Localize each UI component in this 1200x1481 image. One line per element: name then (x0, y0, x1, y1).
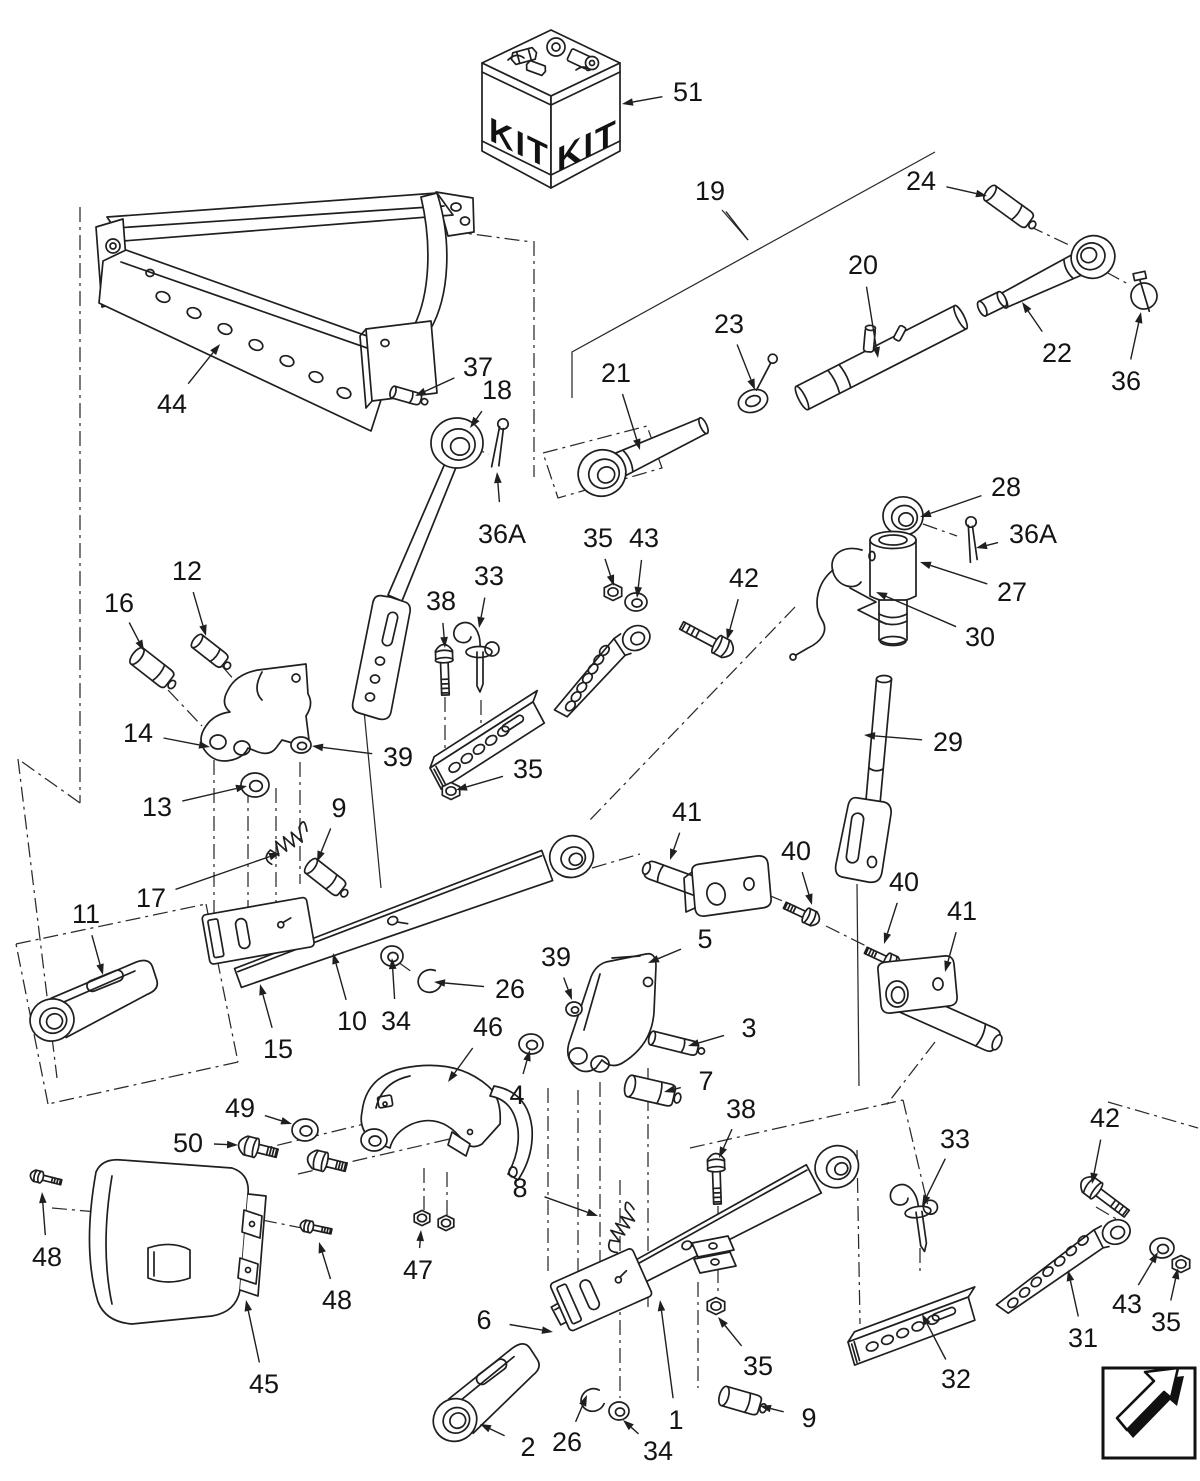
callout-label: 45 (248, 1369, 280, 1399)
callout-9 (317, 793, 347, 862)
callout-label: 37 (462, 352, 494, 382)
callout-label: 3 (741, 1013, 757, 1043)
callout-45 (245, 1300, 279, 1399)
callout-label: 39 (382, 742, 414, 772)
callout-label: 9 (801, 1403, 817, 1433)
callout-label: 9 (331, 793, 347, 823)
callout-label: 49 (224, 1093, 256, 1123)
callout-12 (172, 556, 207, 636)
callout-40 (781, 836, 813, 905)
callout-label: 27 (996, 577, 1028, 607)
callout-16 (104, 588, 144, 651)
cotter-pin-36a-left (492, 418, 509, 468)
callout-label: 18 (481, 375, 513, 405)
construction-line (592, 854, 640, 868)
nut-47-b (438, 1215, 454, 1230)
construction-line (168, 690, 202, 726)
callout-label: 16 (103, 588, 135, 618)
nut-47-a (414, 1210, 430, 1225)
callout-label: 28 (990, 472, 1022, 502)
callout-label: 34 (380, 1006, 412, 1036)
callout-label: 43 (1111, 1289, 1143, 1319)
guard-cover-46 (361, 1065, 532, 1180)
callout-label: 40 (780, 836, 812, 866)
construction-line (923, 524, 957, 536)
callout-label: 29 (932, 727, 964, 757)
construction-line (884, 1042, 935, 1108)
callout-label: 35 (1150, 1307, 1182, 1337)
callout-label: 30 (964, 622, 996, 652)
construction-line (1029, 226, 1071, 246)
callout-label: 42 (728, 563, 760, 593)
callout-label: 43 (628, 523, 660, 553)
callout-39 (312, 742, 413, 772)
construction-line (1108, 1102, 1198, 1128)
callout-39 (541, 942, 572, 1000)
callout-label: 1 (668, 1405, 684, 1435)
screw-48-mid (299, 1219, 332, 1237)
shield-cover-45 (89, 1160, 266, 1324)
construction-line (363, 700, 381, 888)
washer-49-b (361, 1129, 387, 1151)
callout-label: 10 (336, 1006, 368, 1036)
bolt-38-upper (435, 644, 454, 695)
callout-label: 41 (671, 797, 703, 827)
bolt-42-lower (1077, 1172, 1133, 1221)
callout-23 (714, 309, 755, 390)
callout-22 (1022, 302, 1072, 368)
callout-label: 22 (1041, 338, 1073, 368)
construction-line (826, 926, 866, 946)
callout-label: 36 (1110, 366, 1142, 396)
washer-49-a (292, 1119, 318, 1141)
bolt-38-lower (707, 1153, 726, 1204)
callout-28 (920, 472, 1021, 517)
pin-16 (127, 645, 181, 693)
callout-2 (480, 1424, 536, 1462)
callout-35 (718, 1317, 773, 1381)
callout-36 (1111, 312, 1142, 396)
cotter-pin-36a-right (965, 516, 980, 562)
pin-9-upper (302, 856, 353, 901)
callout-label: 11 (71, 899, 101, 929)
callout-35 (583, 523, 614, 586)
callout-label: 47 (402, 1255, 434, 1285)
callout-label: 34 (642, 1436, 674, 1466)
lift-rod-18-ball (431, 418, 483, 468)
top-link-tube-end-22 (976, 290, 1009, 317)
callout-38 (719, 1094, 756, 1158)
bolt-50-b (305, 1148, 348, 1177)
callout-24 (906, 166, 987, 197)
callout-26 (434, 974, 525, 1004)
callout-label: 46 (472, 1012, 504, 1042)
callout-51 (622, 77, 703, 107)
callout-13 (142, 785, 247, 822)
lynch-pin-36 (1126, 270, 1160, 315)
kit-box-label-right: KIT (557, 111, 618, 180)
callout-label: 31 (1067, 1323, 1099, 1353)
callout-44 (157, 344, 220, 419)
callout-label: 42 (1089, 1103, 1121, 1133)
callout-34 (623, 1420, 673, 1466)
bolt-50-a (236, 1134, 279, 1163)
callout-label: 38 (725, 1094, 757, 1124)
construction-line (16, 904, 206, 944)
callout-label: 6 (476, 1305, 492, 1335)
callout-label: 8 (512, 1173, 528, 1203)
callout-label: 21 (600, 358, 632, 388)
callout-5 (648, 924, 713, 963)
callout-label: 44 (156, 389, 188, 419)
callout-label: 35 (742, 1351, 774, 1381)
callout-label: 2 (520, 1432, 536, 1462)
page-forward-button[interactable] (1103, 1368, 1195, 1458)
construction-line (1106, 272, 1128, 284)
construction-line (18, 759, 80, 803)
callout-label: 23 (713, 309, 745, 339)
drawbar-32-lower (843, 1287, 986, 1365)
pin-plate-41-left (640, 856, 771, 916)
stabilizer-arm-31-upper (537, 621, 666, 721)
callout-label: 40 (888, 867, 920, 897)
callout-3 (688, 1013, 757, 1047)
clip-pin-33-upper (454, 623, 499, 692)
bolt-42-upper (677, 617, 737, 661)
callout-label: 7 (698, 1066, 714, 1096)
callout-label: 35 (582, 523, 614, 553)
kit-box-label-left: KIT (489, 108, 550, 178)
callout-label: 33 (473, 561, 505, 591)
callout-49 (225, 1093, 292, 1124)
callout-4 (509, 1050, 530, 1110)
locking-handle-23 (726, 353, 792, 417)
leveling-rod-29 (836, 676, 892, 883)
clip-pin-33-lower (889, 1180, 943, 1255)
pin-12 (189, 632, 235, 673)
callout-47 (403, 1230, 433, 1285)
callout-label: 20 (847, 250, 879, 280)
callout-label: 33 (939, 1124, 971, 1154)
callout-1 (658, 1300, 684, 1435)
callout-48 (32, 1192, 62, 1272)
callout-label: 24 (905, 166, 937, 196)
callout-19 (695, 176, 748, 240)
callout-33 (474, 561, 504, 628)
callout-36A (976, 519, 1057, 549)
washer-34-lower (609, 1402, 629, 1420)
construction-line (48, 1062, 238, 1104)
washer-43-lower (1150, 1238, 1174, 1258)
leveling-ball-28 (883, 497, 923, 535)
callout-14 (123, 718, 210, 749)
callout-label: 38 (425, 586, 457, 616)
callout-48 (319, 1242, 352, 1315)
nut-35-lower (707, 1298, 724, 1315)
callout-38 (426, 586, 456, 648)
callout-17 (136, 853, 280, 913)
nut-35-right (1172, 1256, 1189, 1273)
callout-label: 39 (540, 942, 572, 972)
construction-line (857, 884, 859, 1086)
callout-9 (760, 1403, 817, 1433)
callout-label: 5 (697, 924, 713, 954)
callout-label: 41 (946, 896, 978, 926)
callout-35 (1151, 1268, 1181, 1337)
callout-34 (381, 958, 411, 1036)
spring-8 (599, 1202, 645, 1254)
spring-17 (259, 821, 314, 865)
callout-33 (922, 1124, 970, 1206)
construction-line (857, 1150, 860, 1324)
callout-40 (884, 867, 919, 944)
construction-line (588, 607, 795, 822)
callout-label: 17 (135, 883, 167, 913)
callout-label: 48 (321, 1285, 353, 1315)
callout-label: 36A (1008, 519, 1058, 549)
callout-label: 36A (477, 519, 527, 549)
washer-39-upper (291, 737, 311, 753)
sleeve-6 (549, 1248, 652, 1332)
callout-8 (512, 1173, 598, 1216)
callout-label: 14 (122, 718, 154, 748)
callout-label: 50 (172, 1128, 204, 1158)
washer-4 (519, 1034, 543, 1054)
construction-line (690, 1100, 903, 1148)
callout-10 (332, 953, 367, 1036)
washer-13 (241, 773, 269, 797)
callout-31 (1067, 1270, 1098, 1353)
callout-label: 4 (509, 1080, 525, 1110)
callout-15 (259, 984, 293, 1064)
callout-11 (72, 899, 104, 975)
callout-41 (670, 797, 702, 860)
set-bolt-40-left (782, 898, 823, 928)
callout-36A (478, 472, 526, 549)
callout-42 (726, 563, 759, 640)
nut-35-mid (442, 783, 459, 800)
link-end-11 (22, 958, 165, 1047)
pin-plate-41-right (878, 956, 1006, 1055)
callout-43 (629, 523, 659, 598)
top-link-ball-end-21 (571, 403, 717, 504)
callout-label: 48 (31, 1242, 63, 1272)
top-link-pin-24 (981, 183, 1040, 233)
washer-39-lower (566, 1002, 582, 1016)
callout-label: 51 (672, 77, 704, 107)
callout-46 (448, 1012, 503, 1082)
callout-7 (664, 1066, 714, 1096)
callout-label: 26 (494, 974, 526, 1004)
callout-50 (173, 1128, 238, 1158)
callout-6 (476, 1305, 553, 1335)
callout-label: 15 (262, 1034, 294, 1064)
callout-label: 35 (512, 754, 544, 784)
pin-9-lower (717, 1385, 769, 1418)
top-link-ball-end-22 (991, 228, 1122, 321)
clamp-plates (692, 1236, 736, 1273)
callout-label: 12 (171, 556, 203, 586)
washer-43-upper (625, 593, 647, 611)
callout-label: 19 (694, 176, 726, 206)
leveling-barrel-27 (869, 532, 916, 646)
callout-27 (920, 562, 1027, 607)
callout-26 (552, 1395, 587, 1457)
hitch-kit-box-51 (482, 30, 620, 188)
screw-48-left (29, 1169, 63, 1188)
callout-42 (1090, 1103, 1120, 1184)
callout-label: 26 (551, 1427, 583, 1457)
callout-label: 32 (940, 1364, 972, 1394)
callout-label: 13 (141, 792, 173, 822)
nut-35-upper (604, 584, 621, 601)
construction-line (903, 1100, 928, 1206)
